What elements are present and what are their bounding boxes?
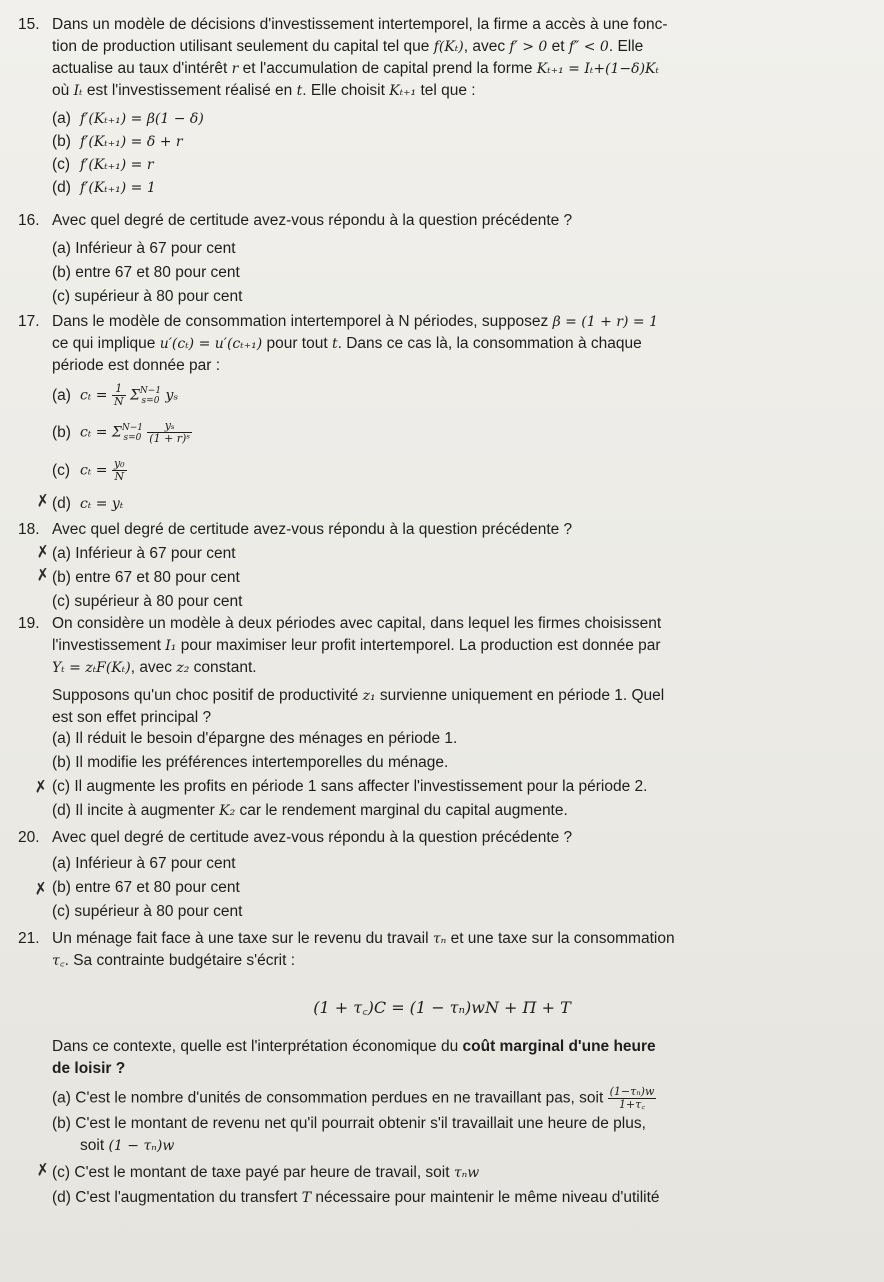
option-label: (d) [52, 495, 71, 512]
math-span: yₛ [161, 387, 179, 404]
math-span: u′(cₜ) = u′(cₜ₊₁) [159, 336, 263, 352]
text-line: On considère un modèle à deux périodes avec capital, dans lequel les firmes choisissent [52, 615, 662, 632]
text-span: est l'investissement réalisé en [82, 82, 297, 99]
option-15c[interactable] [52, 154, 154, 176]
math-span: T [301, 1190, 312, 1206]
option-label: (d) [52, 179, 71, 196]
option-18b[interactable]: (b) entre 67 et 80 pour cent [52, 569, 240, 586]
math-span: Σ [125, 387, 140, 404]
text-line: est son effet principal ? [52, 709, 212, 726]
text-span: . Dans ce cas là, la consommation à chaque [337, 335, 642, 352]
math-span: t [331, 336, 338, 352]
math-span: Kₜ₊₁ = Iₜ+(1−δ)Kₜ [536, 61, 659, 77]
math-span: f′(Kₜ₊₁) = 1 [80, 180, 156, 196]
text-span: et une taxe sur la consommation [446, 930, 675, 947]
option-16a[interactable]: (a) Inférieur à 67 pour cent [52, 240, 236, 257]
text-line [52, 333, 858, 355]
option-21a[interactable] [52, 1086, 656, 1111]
option-label: (a) [52, 386, 71, 404]
text-span: survienne uniquement en période 1. Quel [375, 687, 665, 704]
numerator: yₛ [147, 420, 192, 433]
text-line [52, 928, 858, 950]
fraction [608, 1086, 657, 1111]
question-text [52, 311, 858, 377]
pen-mark-18a: ✗ [34, 541, 51, 562]
pen-mark-19c: ✗ [32, 776, 49, 797]
option-20c[interactable]: (c) supérieur à 80 pour cent [52, 903, 243, 920]
math-span: τₙw [453, 1165, 480, 1181]
option-17d[interactable] [52, 493, 123, 515]
text-line [52, 1058, 858, 1080]
text-span: nécessaire pour maintenir le même niveau d'utilité [311, 1189, 660, 1206]
option-label: (b) [52, 133, 71, 150]
math-span: f(Kₜ) [433, 39, 464, 55]
fraction [112, 458, 127, 483]
option-15a[interactable] [52, 108, 204, 130]
option-21c[interactable] [52, 1162, 479, 1184]
text-line [52, 58, 858, 80]
math-span: Iₜ [73, 83, 83, 99]
text-span: (a) C'est le nombre d'unités de consommation perdues en ne travaillant pas, soit [52, 1089, 608, 1107]
text-span: tel que : [416, 82, 476, 99]
question-number: 16. [18, 212, 40, 229]
option-18c[interactable]: (c) supérieur à 80 pour cent [52, 593, 243, 610]
question-text [52, 928, 858, 972]
text-line: période est donnée par : [52, 357, 221, 374]
denominator: N [114, 470, 125, 483]
text-span: constant. [189, 659, 257, 676]
question-20 [18, 827, 858, 849]
question-number: 17. [18, 313, 40, 330]
question-17 [18, 311, 858, 377]
question-18 [18, 519, 858, 541]
pen-mark-17d: ✗ [34, 490, 51, 511]
option-20a[interactable]: (a) Inférieur à 67 pour cent [52, 855, 236, 872]
text-span: tion de production utilisant seulement du capital tel que [52, 38, 434, 55]
question-16 [18, 210, 858, 232]
sum-lower: s=0 [123, 432, 142, 443]
option-17c[interactable] [52, 458, 127, 483]
text-span: Dans ce contexte, quelle est l'interprétation économique du [52, 1038, 463, 1055]
math-span: f′ > 0 [509, 39, 548, 55]
question-number: 21. [18, 930, 40, 947]
option-label: (c) [52, 156, 71, 173]
option-15b[interactable] [52, 131, 183, 153]
question-number: 18. [18, 521, 40, 538]
option-19d[interactable] [52, 800, 568, 822]
text-line [52, 635, 858, 657]
math-span: I₁ [165, 638, 177, 654]
option-18a[interactable]: (a) Inférieur à 67 pour cent [52, 545, 236, 562]
question-21-prompt [18, 1036, 858, 1080]
sum-lower: s=0 [141, 395, 160, 406]
question-19 [18, 613, 858, 729]
text-span: Supposons qu'un choc positif de productivité [52, 687, 363, 704]
math-span: t [296, 83, 303, 99]
question-text: Avec quel degré de certitude avez-vous répondu à la question précédente ? [52, 521, 573, 538]
pen-mark-18b: ✗ [34, 564, 51, 585]
question-21 [18, 928, 858, 972]
math-span: Kₜ₊₁ [389, 83, 417, 99]
text-span: et [547, 38, 569, 55]
option-21d[interactable] [52, 1187, 660, 1209]
math-span: (1 − τₙ)w [108, 1138, 175, 1154]
option-19a[interactable]: (a) Il réduit le besoin d'épargne des ménages en période 1. [52, 730, 458, 747]
text-span: l'investissement [52, 637, 166, 654]
text-span: . Sa contrainte budgétaire s'écrit : [64, 952, 296, 969]
sum-upper: N−1 [121, 422, 143, 433]
text-span: . Elle choisit [302, 82, 390, 99]
math-span: β = (1 + r) = 1 [552, 314, 658, 330]
text-span: où [52, 82, 74, 99]
text-line [52, 1036, 858, 1058]
text-span: (d) Il incite à augmenter [52, 802, 220, 819]
option-16b[interactable]: (b) entre 67 et 80 pour cent [52, 264, 240, 281]
text-span: et l'accumulation de capital prend la forme [238, 60, 537, 77]
question-text: Avec quel degré de certitude avez-vous répondu à la question précédente ? [52, 212, 573, 229]
math-span: Yₜ = zₜF(Kₜ) [52, 660, 131, 676]
text-line [52, 950, 858, 972]
text-line [52, 311, 858, 333]
math-span: f′(Kₜ₊₁) = β(1 − δ) [80, 111, 204, 127]
question-number: 20. [18, 829, 40, 846]
option-label: (c) [52, 461, 71, 479]
math-span: cₜ = [80, 462, 112, 479]
text-line: (b) C'est le montant de revenu net qu'il pourrait obtenir s'il travaillait une heure de plus, [52, 1115, 646, 1132]
text-line [52, 657, 858, 679]
option-21b[interactable] [52, 1113, 646, 1157]
option-label: (b) [52, 423, 71, 441]
option-17b[interactable] [52, 420, 192, 445]
text-span: , avec [130, 659, 177, 676]
math-span: cₜ = Σ [80, 424, 122, 441]
text-span: pour maximiser leur profit intertemporel. La production est donnée par [176, 637, 661, 654]
math-span: cₜ = [80, 387, 112, 404]
denominator: 1+τ꜀ [618, 1098, 646, 1111]
text-span: . Elle [608, 38, 644, 55]
math-span: τₙ [432, 931, 447, 947]
math-span: K₂ [219, 803, 236, 819]
numerator: 1 [112, 383, 126, 396]
numerator: (1−τₙ)w [609, 1085, 655, 1098]
text-span: ce qui implique [52, 335, 160, 352]
math-span: z₂ [176, 660, 190, 676]
emphasis-text: de loisir ? [52, 1060, 126, 1077]
text-span: (c) C'est le montant de taxe payé par heure de travail, soit [52, 1164, 454, 1181]
text-span: car le rendement marginal du capital augmente. [235, 802, 568, 819]
fraction [147, 420, 192, 445]
question-text [52, 613, 858, 729]
math-span: r [231, 61, 239, 77]
text-span: soit [80, 1137, 109, 1154]
option-15d[interactable] [52, 177, 156, 199]
emphasis-text: coût marginal d'une heure [462, 1038, 656, 1055]
denominator: N [113, 395, 124, 408]
text-span: actualise au taux d'intérêt [52, 60, 232, 77]
math-span: f″ < 0 [568, 39, 609, 55]
numerator: y₀ [113, 457, 125, 470]
math-span: cₜ = yₜ [80, 496, 124, 512]
question-number: 15. [18, 16, 40, 33]
text-line: Dans un modèle de décisions d'investissement intertemporel, la firme a accès à une fonc- [52, 16, 668, 33]
question-15 [18, 14, 858, 102]
math-span: f′(Kₜ₊₁) = δ + r [80, 134, 183, 150]
text-span: Dans le modèle de consommation intertemporel à N périodes, supposez [52, 313, 553, 330]
option-label: (a) [52, 110, 71, 127]
fraction [112, 383, 126, 408]
text-line [52, 80, 858, 102]
question-text [52, 14, 858, 102]
sum-limits [140, 386, 161, 406]
text-line [52, 36, 858, 58]
text-span: Un ménage fait face à une taxe sur le revenu du travail [52, 930, 433, 947]
text-line [52, 1135, 646, 1157]
pen-mark-21c: ✗ [34, 1159, 51, 1180]
option-19c[interactable]: (c) Il augmente les profits en période 1 sans affecter l'investissement pour la période 2. [52, 778, 648, 795]
text-span: , avec [463, 38, 510, 55]
math-span: f′(Kₜ₊₁) = r [80, 157, 154, 173]
math-span: τ꜀ [52, 953, 65, 969]
question-text: Avec quel degré de certitude avez-vous répondu à la question précédente ? [52, 829, 573, 846]
option-19b[interactable]: (b) Il modifie les préférences intertemporelles du ménage. [52, 754, 449, 771]
option-20b[interactable]: (b) entre 67 et 80 pour cent [52, 879, 240, 896]
budget-constraint-equation: (1 + τ꜀)C = (1 − τₙ)wN + Π + T [313, 998, 571, 1017]
sum-limits [122, 423, 143, 443]
math-span: z₁ [362, 688, 376, 704]
question-number: 19. [18, 615, 40, 632]
pen-mark-20b: ✗ [32, 878, 49, 899]
option-16c[interactable]: (c) supérieur à 80 pour cent [52, 288, 243, 305]
sum-upper: N−1 [139, 385, 162, 396]
denominator: (1 + r)ˢ [149, 432, 191, 445]
text-span: (d) C'est l'augmentation du transfert [52, 1189, 302, 1206]
option-17a[interactable] [52, 383, 178, 408]
text-span: pour tout [262, 335, 332, 352]
text-line [52, 685, 858, 707]
